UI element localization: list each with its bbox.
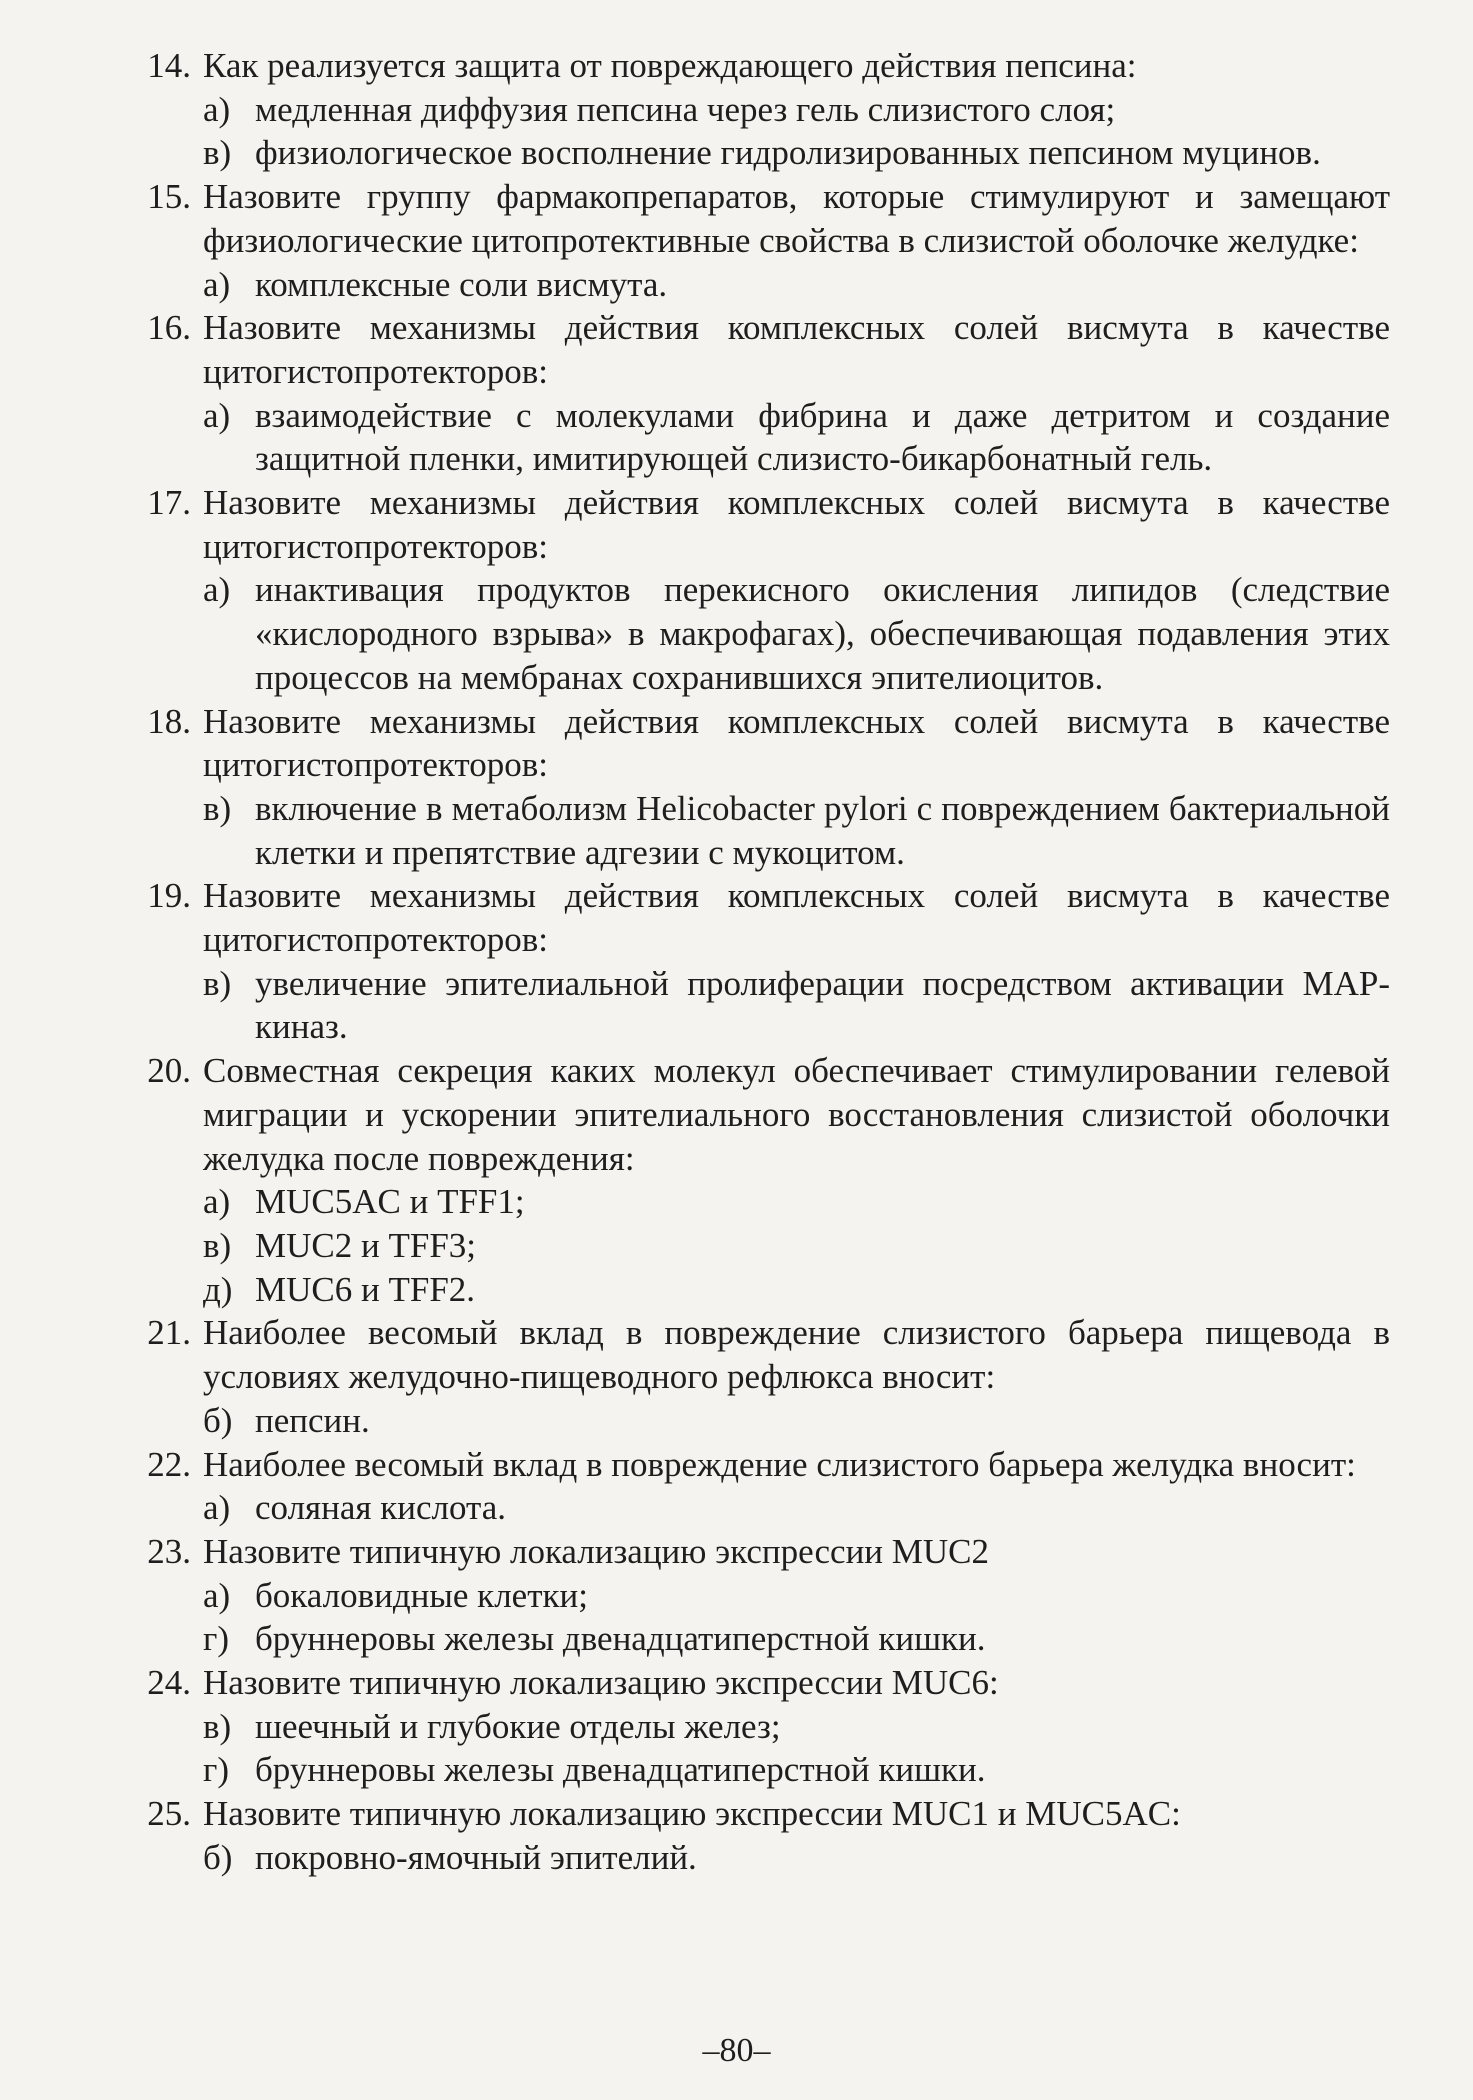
- question: [125, 481, 1390, 568]
- answer-text: включение в метаболизм Helicobacter pylori с повреждением бактериальной клетки и препятствие адгезии с мукоцитом.: [255, 788, 1390, 872]
- answer: [125, 1399, 1390, 1443]
- question-text: Назовите механизмы действия комплексных солей висмута в качестве цитогистопротекторов:: [203, 876, 1390, 960]
- answer: [125, 1748, 1390, 1792]
- page-number: –80–: [702, 2032, 771, 2069]
- question-text: Назовите группу фармакопрепаратов, которые стимулируют и замещают физиологические цитопротективные свойства в слизистой оболочке желудке:: [203, 177, 1390, 260]
- question: [125, 874, 1390, 961]
- question-number: 22.: [147, 1444, 191, 1484]
- question-text: Как реализуется защита от повреждающего действия пепсина:: [203, 46, 1137, 85]
- question-number: 24.: [147, 1663, 191, 1703]
- question: [125, 1792, 1390, 1836]
- answer-text: бруннеровы железы двенадцатиперстной кишки.: [255, 1619, 986, 1659]
- answer-text: MUC2 и TFF3;: [255, 1225, 477, 1265]
- answer-text: шеечный и глубокие отделы желез;: [255, 1706, 781, 1746]
- answer: [125, 1486, 1390, 1530]
- answer-letter: д): [203, 1269, 233, 1309]
- answer-text: покровно-ямочный эпителий.: [255, 1837, 697, 1877]
- answer-text: бокаловидные клетки;: [255, 1575, 588, 1615]
- answer-letter: а): [203, 1488, 231, 1528]
- answer-text: пепсин.: [255, 1400, 370, 1440]
- answer-letter: а): [203, 395, 231, 435]
- answer: [125, 263, 1390, 307]
- answer-letter: г): [203, 1619, 230, 1659]
- answer: [125, 394, 1390, 481]
- answer-letter: а): [203, 570, 231, 610]
- answer: [125, 88, 1390, 132]
- question-number: 23.: [147, 1531, 191, 1571]
- answer-letter: в): [203, 133, 232, 173]
- answer: [125, 1180, 1390, 1224]
- question: [125, 1049, 1390, 1180]
- answer-text: взаимодействие с молекулами фибрина и даже детритом и создание защитной пленки, имитирующей слизисто-бикарбонатный гель.: [255, 395, 1390, 479]
- question-number: 16.: [147, 308, 191, 348]
- answer: [125, 131, 1390, 175]
- question: [125, 1661, 1390, 1705]
- answer: [125, 1836, 1390, 1880]
- question-number: 21.: [147, 1313, 191, 1353]
- question-number: 18.: [147, 701, 191, 741]
- question: [125, 306, 1390, 393]
- question-text: Совместная секреция каких молекул обеспечивает стимулировании гелевой миграции и ускорении эпителиального восстановления слизистой оболочки желудка после повреждения:: [203, 1051, 1390, 1178]
- question-text: Назовите типичную локализацию экспрессии MUC1 и MUC5AC:: [203, 1794, 1181, 1834]
- answer-letter: а): [203, 1575, 231, 1615]
- question-number: 25.: [147, 1794, 191, 1834]
- answer-letter: б): [203, 1837, 233, 1877]
- answer-text: увеличение эпителиальной пролиферации посредством активации MAP-киназ.: [255, 963, 1390, 1047]
- question-list: [125, 44, 1390, 1880]
- answer-letter: г): [203, 1750, 230, 1790]
- question-number: 14.: [147, 46, 191, 85]
- answer-letter: а): [203, 89, 231, 129]
- answer-letter: в): [203, 1225, 232, 1265]
- question-text: Назовите механизмы действия комплексных солей висмута в качестве цитогистопротекторов:: [203, 483, 1390, 566]
- answer: [125, 1617, 1390, 1661]
- question-number: 20.: [147, 1051, 191, 1091]
- answer: [125, 1224, 1390, 1268]
- question-number: 15.: [147, 177, 191, 217]
- question-text: Наиболее весомый вклад в повреждение слизистого барьера желудка вносит:: [203, 1444, 1356, 1484]
- question: [125, 1311, 1390, 1398]
- question-number: 17.: [147, 483, 191, 523]
- question: [125, 44, 1390, 88]
- answer: [125, 787, 1390, 874]
- answer-letter: б): [203, 1400, 233, 1440]
- answer-letter: а): [203, 264, 231, 304]
- answer-letter: в): [203, 1706, 232, 1746]
- answer-text: соляная кислота.: [255, 1488, 507, 1528]
- answer-letter: в): [203, 788, 232, 828]
- question: [125, 700, 1390, 787]
- question: [125, 1443, 1390, 1487]
- answer: [125, 962, 1390, 1049]
- answer: [125, 1705, 1390, 1749]
- answer-text: комплексные соли висмута.: [255, 264, 668, 304]
- question-number: 19.: [147, 876, 191, 916]
- question-text: Назовите типичную локализацию экспрессии MUC2: [203, 1531, 990, 1571]
- answer-text: физиологическое восполнение гидролизированных пепсином муцинов.: [255, 133, 1321, 173]
- question: [125, 1530, 1390, 1574]
- answer: [125, 1268, 1390, 1312]
- answer-text: бруннеровы железы двенадцатиперстной кишки.: [255, 1750, 986, 1790]
- answer: [125, 1574, 1390, 1618]
- question-text: Назовите механизмы действия комплексных солей висмута в качестве цитогистопротекторов:: [203, 701, 1390, 785]
- answer-text: MUC5AC и TFF1;: [255, 1182, 525, 1222]
- question-text: Наиболее весомый вклад в повреждение слизистого барьера пищевода в условиях желудочно-пищеводного рефлюкса вносит:: [203, 1313, 1390, 1397]
- answer-letter: в): [203, 963, 232, 1003]
- answer-letter: а): [203, 1182, 231, 1222]
- answer-text: медленная диффузия пепсина через гель слизистого слоя;: [255, 89, 1116, 129]
- answer: [125, 568, 1390, 699]
- question-text: Назовите типичную локализацию экспрессии MUC6:: [203, 1663, 999, 1703]
- question: [125, 175, 1390, 262]
- question-text: Назовите механизмы действия комплексных солей висмута в качестве цитогистопротекторов:: [203, 308, 1390, 391]
- answer-text: инактивация продуктов перекисного окисления липидов (следствие «кислородного взрыва» в макрофагах), обеспечивающая подавления этих процессов на мембранах сохранившихся эпителиоцитов.: [255, 570, 1390, 697]
- answer-text: MUC6 и TFF2.: [255, 1269, 476, 1309]
